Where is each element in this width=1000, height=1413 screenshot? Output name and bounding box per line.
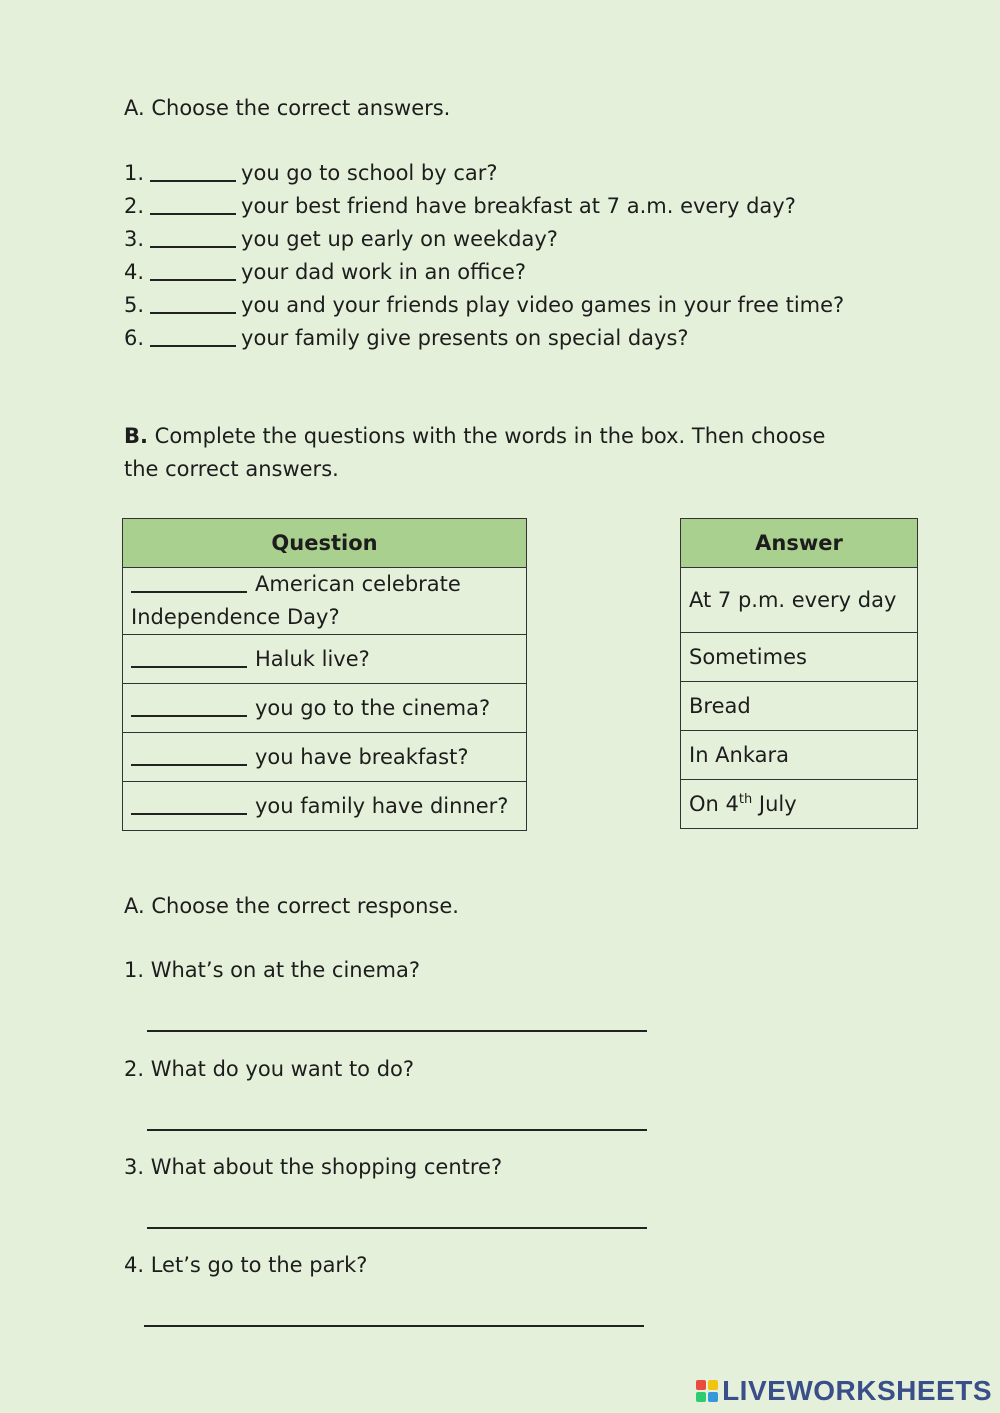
liveworksheets-logo: LIVEWORKSHEETS [696,1375,992,1407]
list-item: 1. What’s on at the cinema? [124,958,421,982]
table-row: Sometimes [681,633,918,682]
answer-table [680,518,918,829]
table-row: Haluk live? [123,635,527,684]
answer-line[interactable] [147,1129,647,1131]
logo-icon [696,1380,718,1402]
list-item: 3. you get up early on weekday? [124,227,558,251]
table-row: you family have dinner? [123,782,527,831]
answer-blank[interactable] [150,246,236,248]
answer-blank[interactable] [131,813,247,815]
table-row: At 7 p.m. every day [681,568,918,633]
table-row: In Ankara [681,731,918,780]
table-row: Bread [681,682,918,731]
question-table [122,518,527,831]
list-item: 4. your dad work in an office? [124,260,527,284]
answer-line[interactable] [144,1325,644,1327]
list-item: 2. What do you want to do? [124,1057,415,1081]
section2-heading: B. Complete the questions with the words in the box. Then choose [124,424,826,448]
section1-heading: A. Choose the correct answers. [124,96,451,120]
answer-blank[interactable] [131,764,247,766]
list-item: 1. you go to school by car? [124,161,498,185]
list-item: 4. Let’s go to the park? [124,1253,368,1277]
answer-blank[interactable] [150,312,236,314]
answer-blank[interactable] [150,213,236,215]
list-item: 3. What about the shopping centre? [124,1155,503,1179]
table-row: you go to the cinema? [123,684,527,733]
answer-blank[interactable] [131,715,247,717]
answer-line[interactable] [147,1030,647,1032]
table-row: you have breakfast? [123,733,527,782]
table-row: On 4th July [681,780,918,829]
list-item: 2. your best friend have breakfast at 7 a.m. every day? [124,194,796,218]
answer-blank[interactable] [150,345,236,347]
question-header: Question [123,519,527,568]
table-row: American celebrate Independence Day? [123,568,527,635]
answer-header: Answer [681,519,918,568]
section3-heading: A. Choose the correct response. [124,894,459,918]
answer-blank[interactable] [131,666,247,668]
answer-blank[interactable] [150,279,236,281]
list-item: 5. you and your friends play video games in your free time? [124,293,845,317]
answer-line[interactable] [147,1227,647,1229]
section2-heading-cont: the correct answers. [124,457,339,481]
answer-blank[interactable] [150,180,236,182]
answer-blank[interactable] [131,591,247,593]
list-item: 6. your family give presents on special days? [124,326,689,350]
